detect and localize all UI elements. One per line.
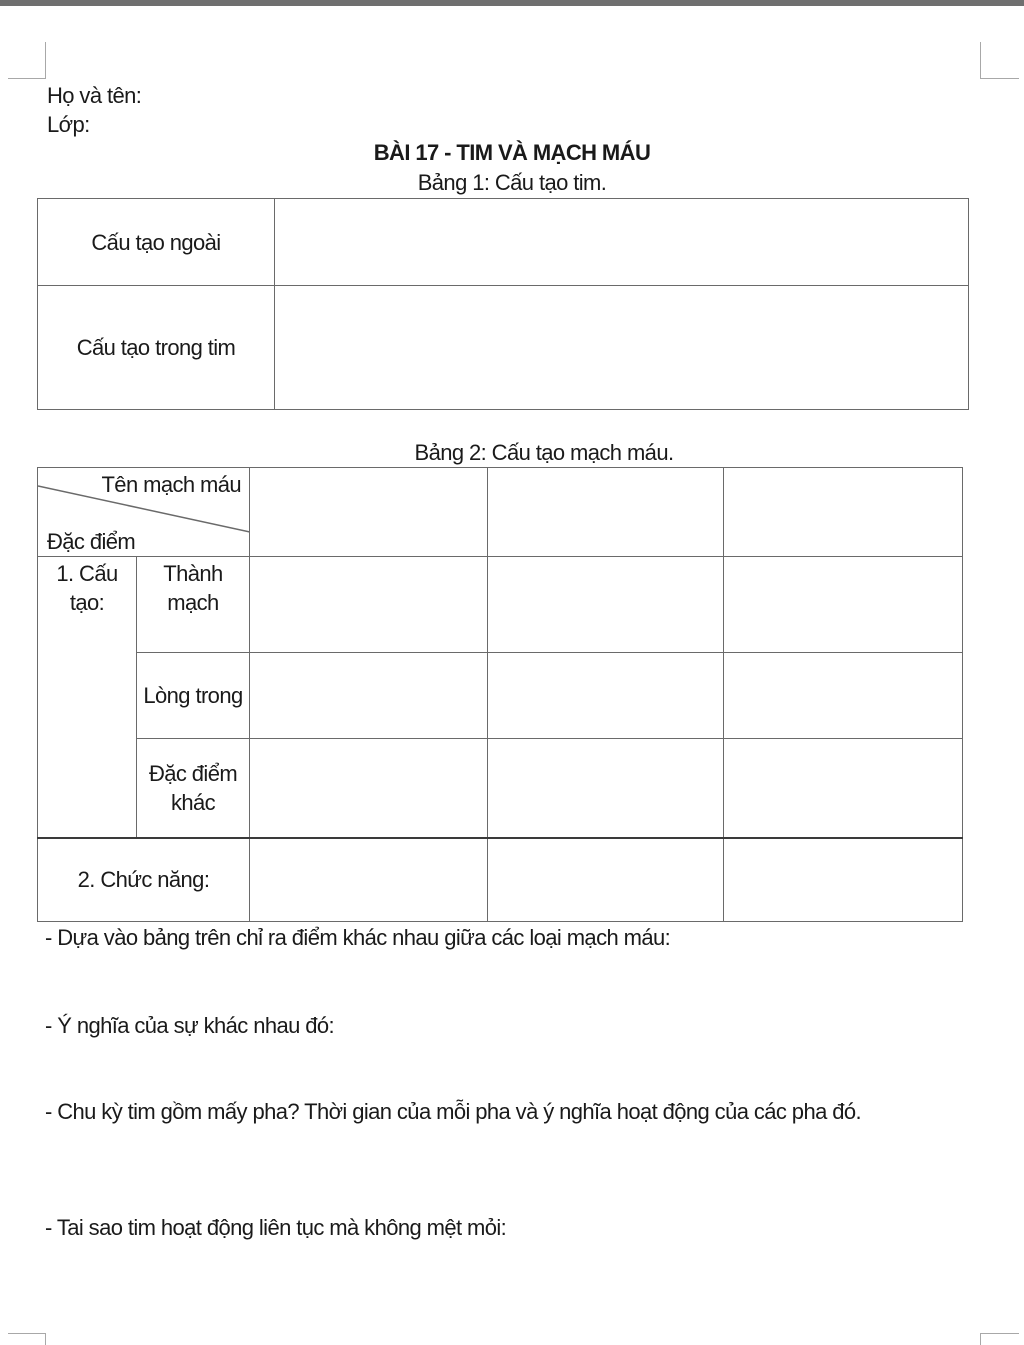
page-title: BÀI 17 - TIM VÀ MẠCH MÁU <box>373 140 651 165</box>
question-differences: - Dựa vào bảng trên chỉ ra điểm khác nhau giữa các loại mạch máu: <box>45 925 671 950</box>
answer-cell[interactable] <box>488 838 724 922</box>
crop-mark-bottom-right <box>980 1333 1019 1345</box>
answer-cell[interactable] <box>724 739 963 838</box>
answer-cell[interactable] <box>724 557 963 653</box>
question-heart-fatigue: - Tai sao tim hoạt động liên tục mà không mệt mỏi: <box>45 1215 507 1240</box>
class-label: Lớp: <box>47 112 90 137</box>
header-vessel-name: Tên mạch máu <box>101 472 241 497</box>
answer-cell[interactable] <box>724 653 963 739</box>
table-row <box>38 838 963 922</box>
question-cardiac-cycle: - Chu kỳ tim gồm mấy pha? Thời gian của mỗi pha và ý nghĩa hoạt động của các pha đó. <box>45 1099 862 1124</box>
answer-cell[interactable] <box>275 199 969 286</box>
answer-cell[interactable] <box>488 557 724 653</box>
answer-cell[interactable] <box>250 653 488 739</box>
answer-cell[interactable] <box>488 739 724 838</box>
diagonal-header-cell <box>38 468 250 557</box>
crop-mark-bottom-left <box>8 1333 46 1345</box>
answer-cell[interactable] <box>724 838 963 922</box>
sub-row-label-wall: Thành mạch <box>137 557 250 653</box>
group-label-structure: 1. Cấu tạo: <box>38 557 137 838</box>
blood-vessel-table <box>37 467 963 922</box>
table1-caption: Bảng 1: Cấu tạo tim. <box>417 170 607 195</box>
vessel-name-cell[interactable] <box>488 468 724 557</box>
answer-cell[interactable] <box>488 653 724 739</box>
group-label-function: 2. Chức năng: <box>38 838 250 922</box>
table-row <box>38 739 963 838</box>
heart-structure-table <box>37 198 969 410</box>
question-significance: - Ý nghĩa của sự khác nhau đó: <box>45 1013 335 1038</box>
name-label: Họ và tên: <box>47 83 142 108</box>
table-row <box>38 653 963 739</box>
vessel-name-cell[interactable] <box>250 468 488 557</box>
window-top-bar <box>0 0 1024 6</box>
table-row <box>38 199 969 286</box>
row-label-inner-structure: Cấu tạo trong tim <box>38 286 275 410</box>
row-label-outer-structure: Cấu tạo ngoài <box>38 199 275 286</box>
sub-row-label-other: Đặc điểm khác <box>137 739 250 838</box>
answer-cell[interactable] <box>275 286 969 410</box>
sub-row-label-lumen: Lòng trong <box>137 653 250 739</box>
table-row <box>38 286 969 410</box>
table-row <box>38 468 963 557</box>
crop-mark-top-left <box>8 42 46 79</box>
header-feature: Đặc điểm <box>47 529 136 554</box>
crop-mark-top-right <box>980 42 1019 79</box>
vessel-name-cell[interactable] <box>724 468 963 557</box>
answer-cell[interactable] <box>250 557 488 653</box>
answer-cell[interactable] <box>250 739 488 838</box>
answer-cell[interactable] <box>250 838 488 922</box>
table-row <box>38 557 963 653</box>
table2-caption: Bảng 2: Cấu tạo mạch máu. <box>414 440 674 465</box>
